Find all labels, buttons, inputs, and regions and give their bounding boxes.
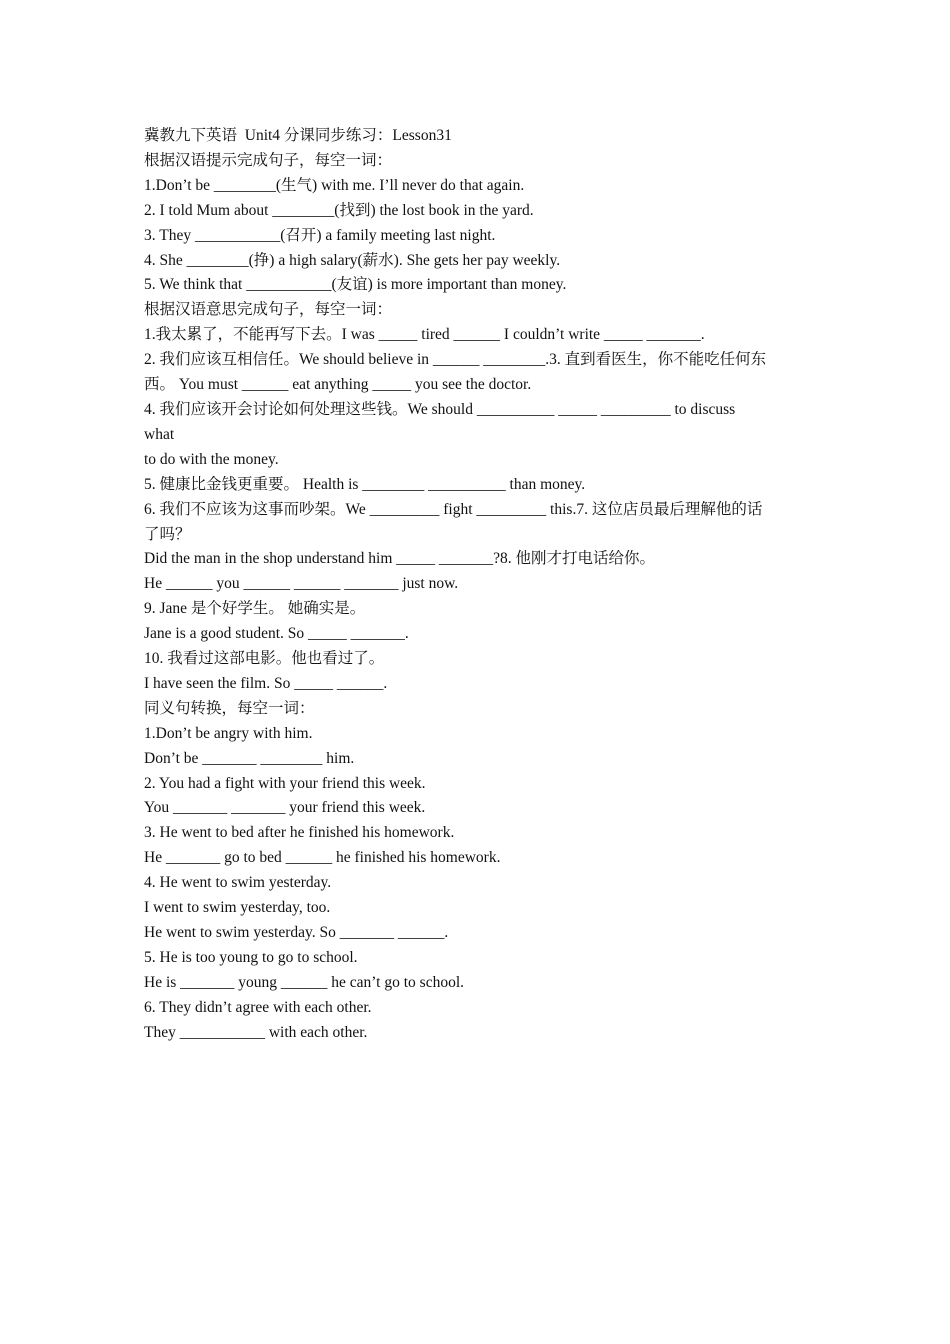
text-line: 2. I told Mum about ________(找到) the lost book in the yard. xyxy=(144,201,534,219)
text-line: 5. 健康比金钱更重要。 Health is ________ __________ than money. xyxy=(144,475,586,493)
text-line: 4. 我们应该开会讨论如何处理这些钱。We should __________ _____ _________ to discuss xyxy=(144,400,736,418)
text-line: 1.Don’t be angry with him. xyxy=(144,724,313,742)
text-line: to do with the money. xyxy=(144,450,279,468)
text-line: 了吗？ xyxy=(144,525,191,543)
text-line: Don’t be _______ ________ him. xyxy=(144,749,355,767)
text-line: 西。 You must ______ eat anything _____ you see the doctor. xyxy=(144,376,532,394)
document-title: 冀教九下英语 Unit4 分课同步练习：Lesson31 xyxy=(144,127,452,144)
text-line: He _______ go to bed ______ he finished his homework. xyxy=(144,849,501,867)
text-line: 10. 我看过这部电影。他也看过了。 xyxy=(144,650,385,668)
text-line: 5. We think that ___________(友谊) is more important than money. xyxy=(144,276,567,294)
text-line: 4. He went to swim yesterday. xyxy=(144,874,332,892)
text-line: Did the man in the shop understand him _____ _______?8. 他刚才打电话给你。 xyxy=(144,550,656,568)
section-heading-2: 根据汉语意思完成句子，每空一词： xyxy=(144,301,393,319)
text-line: 6. 我们不应该为这事而吵架。We _________ fight _________ this.7. 这位店员最后理解他的话 xyxy=(144,500,763,518)
text-line: 9. Jane 是个好学生。 她确实是。 xyxy=(144,600,366,618)
document-body xyxy=(144,124,814,1046)
text-line: 1.我太累了，不能再写下去。I was _____ tired ______ I couldn’t write _____ _______. xyxy=(144,326,705,344)
text-line: You _______ _______ your friend this week. xyxy=(144,799,426,817)
text-line: 4. She ________(挣) a high salary(薪水). She gets her pay weekly. xyxy=(144,251,561,269)
text-line: 3. They ___________(召开) a family meeting last night. xyxy=(144,226,496,244)
text-line: I have seen the film. So _____ ______. xyxy=(144,674,388,692)
text-line: He ______ you ______ ______ _______ just now. xyxy=(144,575,459,593)
text-line: 6. They didn’t agree with each other. xyxy=(144,998,372,1016)
text-line: Jane is a good student. So _____ _______. xyxy=(144,625,409,643)
text-line: 3. He went to bed after he finished his homework. xyxy=(144,824,455,842)
text-line: 2. 我们应该互相信任。We should believe in ______ ________.3. 直到看医生，你不能吃任何东 xyxy=(144,351,767,369)
text-line: what xyxy=(144,425,175,443)
text-line: I went to swim yesterday, too. xyxy=(144,899,331,917)
section-heading-1: 根据汉语提示完成句子，每空一词： xyxy=(144,151,393,169)
text-line: He went to swim yesterday. So _______ ______. xyxy=(144,924,449,941)
text-line: 5. He is too young to go to school. xyxy=(144,948,358,966)
text-line: He is _______ young ______ he can’t go to school. xyxy=(144,973,465,991)
text-line: 1.Don’t be ________(生气) with me. I’ll never do that again. xyxy=(144,176,525,194)
text-line: 2. You had a fight with your friend this week. xyxy=(144,774,426,792)
text-line: They ___________ with each other. xyxy=(144,1023,368,1041)
section-heading-3: 同义句转换，每空一词： xyxy=(144,699,315,717)
